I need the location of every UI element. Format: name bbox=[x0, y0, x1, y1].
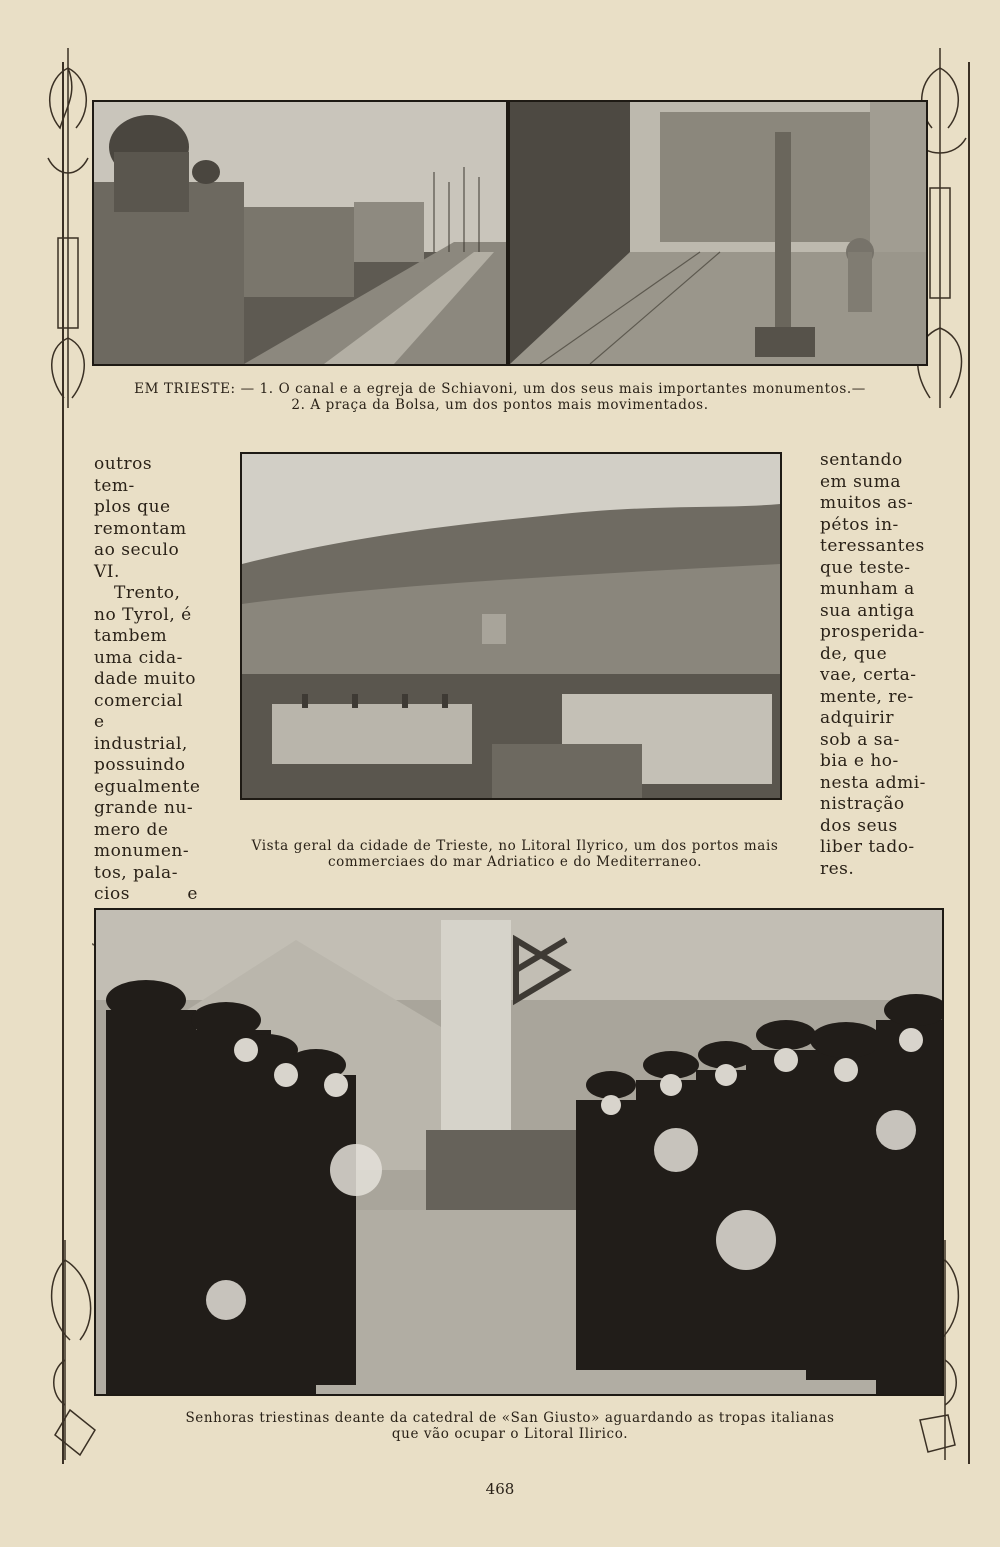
photo-canal-schiavoni bbox=[92, 100, 508, 366]
caption-vista-geral bbox=[230, 838, 800, 870]
photo-senhoras-triestinas bbox=[94, 908, 944, 1396]
left-line: remontam bbox=[94, 518, 187, 539]
right-line: munham a bbox=[820, 579, 915, 599]
right-line: nistração bbox=[820, 794, 905, 814]
right-line: dos seus bbox=[820, 815, 898, 836]
left-line: egualmente bbox=[94, 776, 201, 797]
photo-vista-geral-trieste bbox=[240, 452, 782, 800]
caption-trieste-line2: 2. A praça da Bolsa, um dos pontos mais movimentados. bbox=[291, 397, 709, 413]
right-line: pétos in- bbox=[820, 514, 899, 535]
left-line: possuindo bbox=[94, 755, 186, 775]
left-line: dade muito bbox=[94, 669, 196, 689]
right-line: sob a sa- bbox=[820, 729, 900, 750]
caption-vista-line1: Vista geral da cidade de Trieste, no Litoral Ilyrico, um dos portos mais bbox=[251, 838, 779, 854]
right-line: prosperida- bbox=[820, 622, 925, 642]
right-line: de, que bbox=[820, 643, 888, 664]
right-line: que teste- bbox=[820, 557, 911, 578]
caption-senhoras-line2: que vão ocupar o Litoral Ilirico. bbox=[391, 1426, 629, 1442]
right-line: sua antiga bbox=[820, 600, 915, 621]
right-line: muitos as- bbox=[820, 493, 914, 513]
caption-trieste-line1: O canal e a egreja de Schiavoni, um dos seus mais importantes monumentos.— bbox=[278, 381, 866, 397]
right-line: nesta admi- bbox=[820, 772, 926, 793]
left-line: grande nu- bbox=[94, 798, 194, 818]
left-line: no Tyrol, é bbox=[94, 604, 192, 625]
left-line: tambem bbox=[94, 626, 168, 646]
right-line: res. bbox=[820, 858, 855, 879]
ornament-top-left-icon bbox=[38, 38, 98, 418]
right-line: vae, certa- bbox=[820, 665, 917, 685]
right-line: mente, re- bbox=[820, 686, 914, 707]
text-column-left bbox=[94, 454, 201, 949]
text-column-right bbox=[820, 450, 930, 880]
left-line: tos, pala- bbox=[94, 862, 178, 883]
left-line: plos que bbox=[94, 497, 171, 517]
right-line: bia e ho- bbox=[820, 751, 899, 771]
caption-senhoras-line1: Senhoras triestinas deante da catedral de «San Giusto» aguardando as tropas italianas bbox=[185, 1410, 835, 1426]
left-line: monumen- bbox=[94, 841, 190, 861]
right-line: em suma bbox=[820, 471, 902, 492]
right-line: adquirir bbox=[820, 708, 894, 728]
left-line: outros tem- bbox=[94, 454, 153, 496]
right-line: liber tado- bbox=[820, 837, 915, 857]
left-line: mero de bbox=[94, 819, 169, 840]
caption-trieste-lead: EM TRIESTE: — 1. bbox=[134, 381, 274, 397]
left-line: e industrial, bbox=[94, 712, 188, 754]
photo-praca-bolsa bbox=[508, 100, 928, 366]
left-line: comercial bbox=[94, 690, 184, 711]
left-line: ao seculo bbox=[94, 540, 180, 560]
left-line: VI. bbox=[94, 561, 120, 582]
caption-vista-line2: commerciaes do mar Adriatico e do Mediterraneo. bbox=[327, 854, 702, 870]
left-line: cios e bbox=[94, 884, 198, 904]
right-line: teressantes bbox=[820, 536, 925, 556]
page-number: 468 bbox=[485, 1480, 515, 1498]
right-line: sentando bbox=[820, 450, 903, 470]
left-line: Trento, bbox=[114, 583, 181, 603]
caption-senhoras bbox=[140, 1410, 880, 1442]
caption-trieste-top bbox=[120, 381, 880, 413]
left-line: uma cida- bbox=[94, 647, 183, 668]
